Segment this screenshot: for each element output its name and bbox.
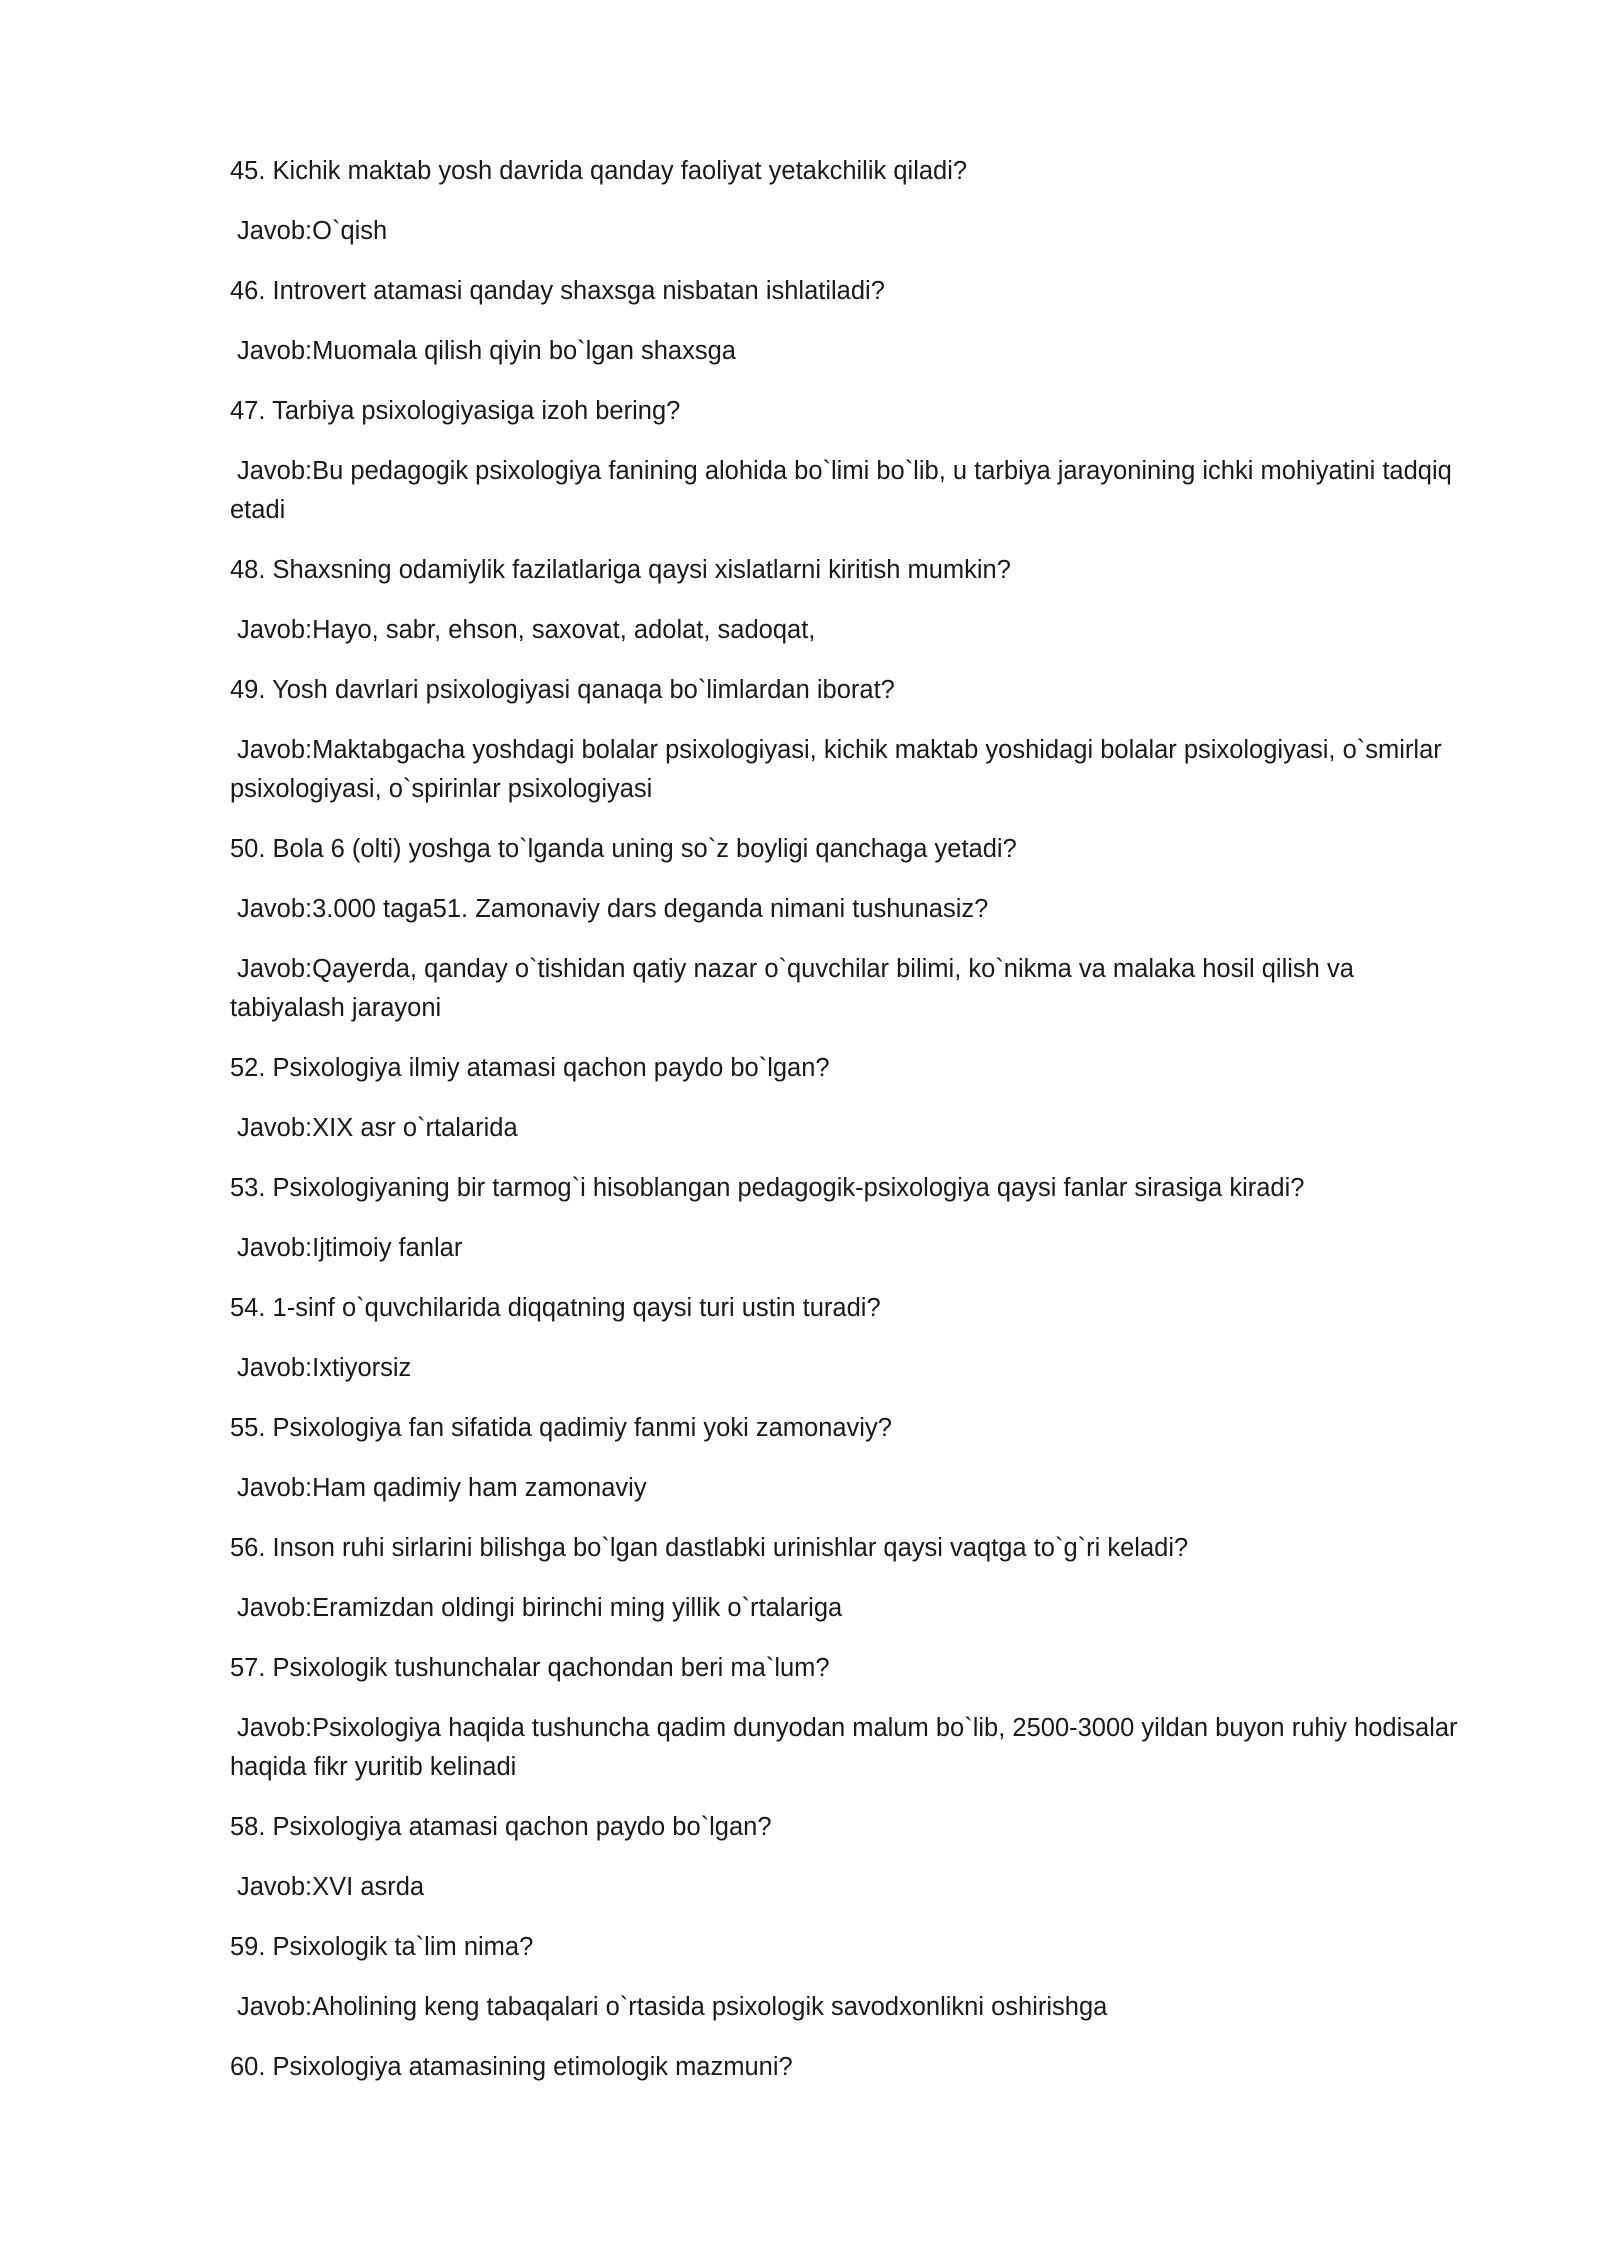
question-58: 58. Psixologiya atamasi qachon paydo bo`lgan? (230, 1813, 772, 1841)
answer-58: Javob:XVI asrda (237, 1873, 425, 1901)
document-body (230, 152, 1470, 2108)
question-57: 57. Psixologik tushunchalar qachondan beri ma`lum? (230, 1654, 830, 1682)
answer-51 (230, 950, 1470, 1028)
answer-48: Javob:Hayo, sabr, ehson, saxovat, adolat, sadoqat, (237, 616, 816, 644)
question-48: 48. Shaxsning odamiylik fazilatlariga qaysi xislatlarni kiritish mumkin? (230, 556, 1011, 584)
answer-51-text: Javob:Qayerda, qanday o`tishidan qatiy nazar o`quvchilar bilimi, ko`nikma va malaka hosil qilish va tabiyalash jarayoni (230, 955, 1354, 1022)
answer-57 (230, 1709, 1470, 1787)
answer-53: Javob:Ijtimoiy fanlar (237, 1234, 463, 1262)
answer-47 (230, 452, 1470, 530)
question-59: 59. Psixologik ta`lim nima? (230, 1933, 534, 1961)
question-49: 49. Yosh davrlari psixologiyasi qanaqa bo`limlardan iborat? (230, 676, 895, 704)
answer-52: Javob:XIX asr o`rtalarida (237, 1114, 518, 1142)
answer-50-question-51: Javob:3.000 taga51. Zamonaviy dars deganda nimani tushunasiz? (237, 895, 989, 923)
question-56: 56. Inson ruhi sirlarini bilishga bo`lgan dastlabki urinishlar qaysi vaqtga to`g`ri keladi? (230, 1534, 1189, 1562)
question-53: 53. Psixologiyaning bir tarmog`i hisoblangan pedagogik-psixologiya qaysi fanlar sirasiga kiradi? (230, 1174, 1305, 1202)
answer-59: Javob:Aholining keng tabaqalari o`rtasida psixologik savodxonlikni oshirishga (237, 1993, 1108, 2021)
question-45: 45. Kichik maktab yosh davrida qanday faoliyat yetakchilik qiladi? (230, 157, 968, 185)
answer-49 (230, 731, 1470, 809)
answer-46: Javob:Muomala qilish qiyin bo`lgan shaxsga (237, 337, 736, 365)
answer-57-text: Javob:Psixologiya haqida tushuncha qadim dunyodan malum bo`lib, 2500-3000 yildan buyon ruhiy hodisalar haqida fikr yuritib kelinadi (230, 1714, 1458, 1781)
question-60: 60. Psixologiya atamasining etimologik mazmuni? (230, 2053, 793, 2081)
question-46: 46. Introvert atamasi qanday shaxsga nisbatan ishlatiladi? (230, 277, 885, 305)
answer-55: Javob:Ham qadimiy ham zamonaviy (237, 1474, 647, 1502)
answer-56: Javob:Eramizdan oldingi birinchi ming yillik o`rtalariga (237, 1594, 843, 1622)
answer-49-text: Javob:Maktabgacha yoshdagi bolalar psixologiyasi, kichik maktab yoshidagi bolalar psixologiyasi, o`smirlar psixologiyasi, o`spirinlar psixologiyasi (230, 736, 1442, 803)
question-54: 54. 1-sinf o`quvchilarida diqqatning qaysi turi ustin turadi? (230, 1294, 881, 1322)
question-47: 47. Tarbiya psixologiyasiga izoh bering? (230, 397, 681, 425)
question-52: 52. Psixologiya ilmiy atamasi qachon paydo bo`lgan? (230, 1054, 830, 1082)
answer-45: Javob:O`qish (237, 217, 388, 245)
question-50: 50. Bola 6 (olti) yoshga to`lganda uning so`z boyligi qanchaga yetadi? (230, 835, 1017, 863)
question-55: 55. Psixologiya fan sifatida qadimiy fanmi yoki zamonaviy? (230, 1414, 892, 1442)
answer-54: Javob:Ixtiyorsiz (237, 1354, 412, 1382)
answer-47-text: Javob:Bu pedagogik psixologiya fanining alohida bo`limi bo`lib, u tarbiya jarayonining ichki mohiyatini tadqiq etadi (230, 457, 1452, 524)
